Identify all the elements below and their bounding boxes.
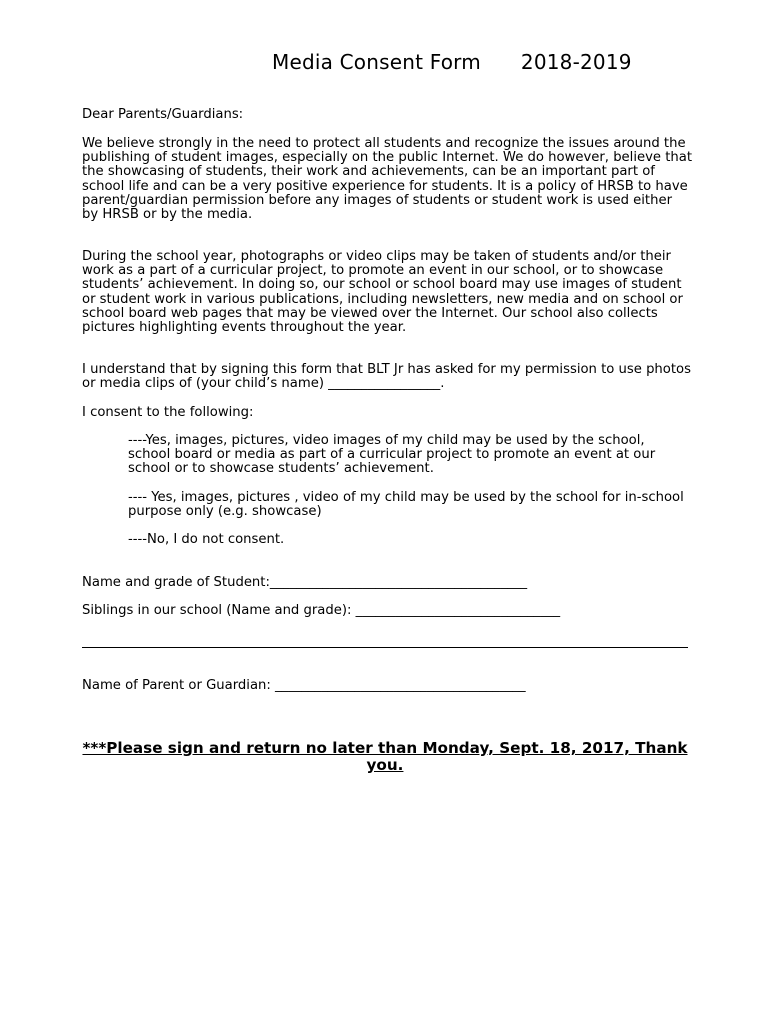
consent-intro: I consent to the following: <box>82 405 254 420</box>
consent-option-in-school[interactable]: ---- Yes, images, pictures , video of my child may be used by the school for in-school purpose only (e.g. showcase) <box>128 490 684 520</box>
school-year: 2018-2019 <box>520 50 632 74</box>
parent-name-field[interactable]: Name of Parent or Guardian: ______________________________________ <box>82 678 526 693</box>
paragraph-permission: I understand that by signing this form that BLT Jr has asked for my permission to use photos or media clips of (your child’s name) _________________. <box>82 362 691 392</box>
siblings-field[interactable]: Siblings in our school (Name and grade): _______________________________ <box>82 603 561 618</box>
paragraph-photos: During the school year, photographs or video clips may be taken of students and/or their work as a part of a curricular project, to promote an event in our school, or to showcase students’ achievement. In doing so, our school or school board may use images of student or student work in various publications, including newsletters, new media and on school or school board web pages that may be viewed over the Internet. Our school also collects pictures highlighting events throughout the year. <box>82 249 683 336</box>
form-title-text: Media Consent Form <box>272 50 481 74</box>
consent-option-no[interactable]: ----No, I do not consent. <box>128 532 285 547</box>
signature-divider <box>82 647 688 648</box>
salutation: Dear Parents/Guardians: <box>82 107 244 122</box>
form-title <box>272 50 632 74</box>
return-deadline-notice: ***Please sign and return no later than Monday, Sept. 18, 2017, Thank you. <box>82 739 688 774</box>
student-name-field[interactable]: Name and grade of Student:_______________________________________ <box>82 575 528 590</box>
consent-option-full[interactable]: ----Yes, images, pictures, video images of my child may be used by the school, school board or media as part of a curricular project to promote an event at our school or to showcase students’ achievement. <box>128 433 656 477</box>
paragraph-policy: We believe strongly in the need to protect all students and recognize the issues around the publishing of student images, especially on the public Internet. We do however, believe that the showcasing of students, their work and achievements, can be an important part of school life and can be a very positive experience for students. It is a policy of HRSB to have parent/guardian permission before any images of students or student work is used either by HRSB or by the media. <box>82 136 693 223</box>
